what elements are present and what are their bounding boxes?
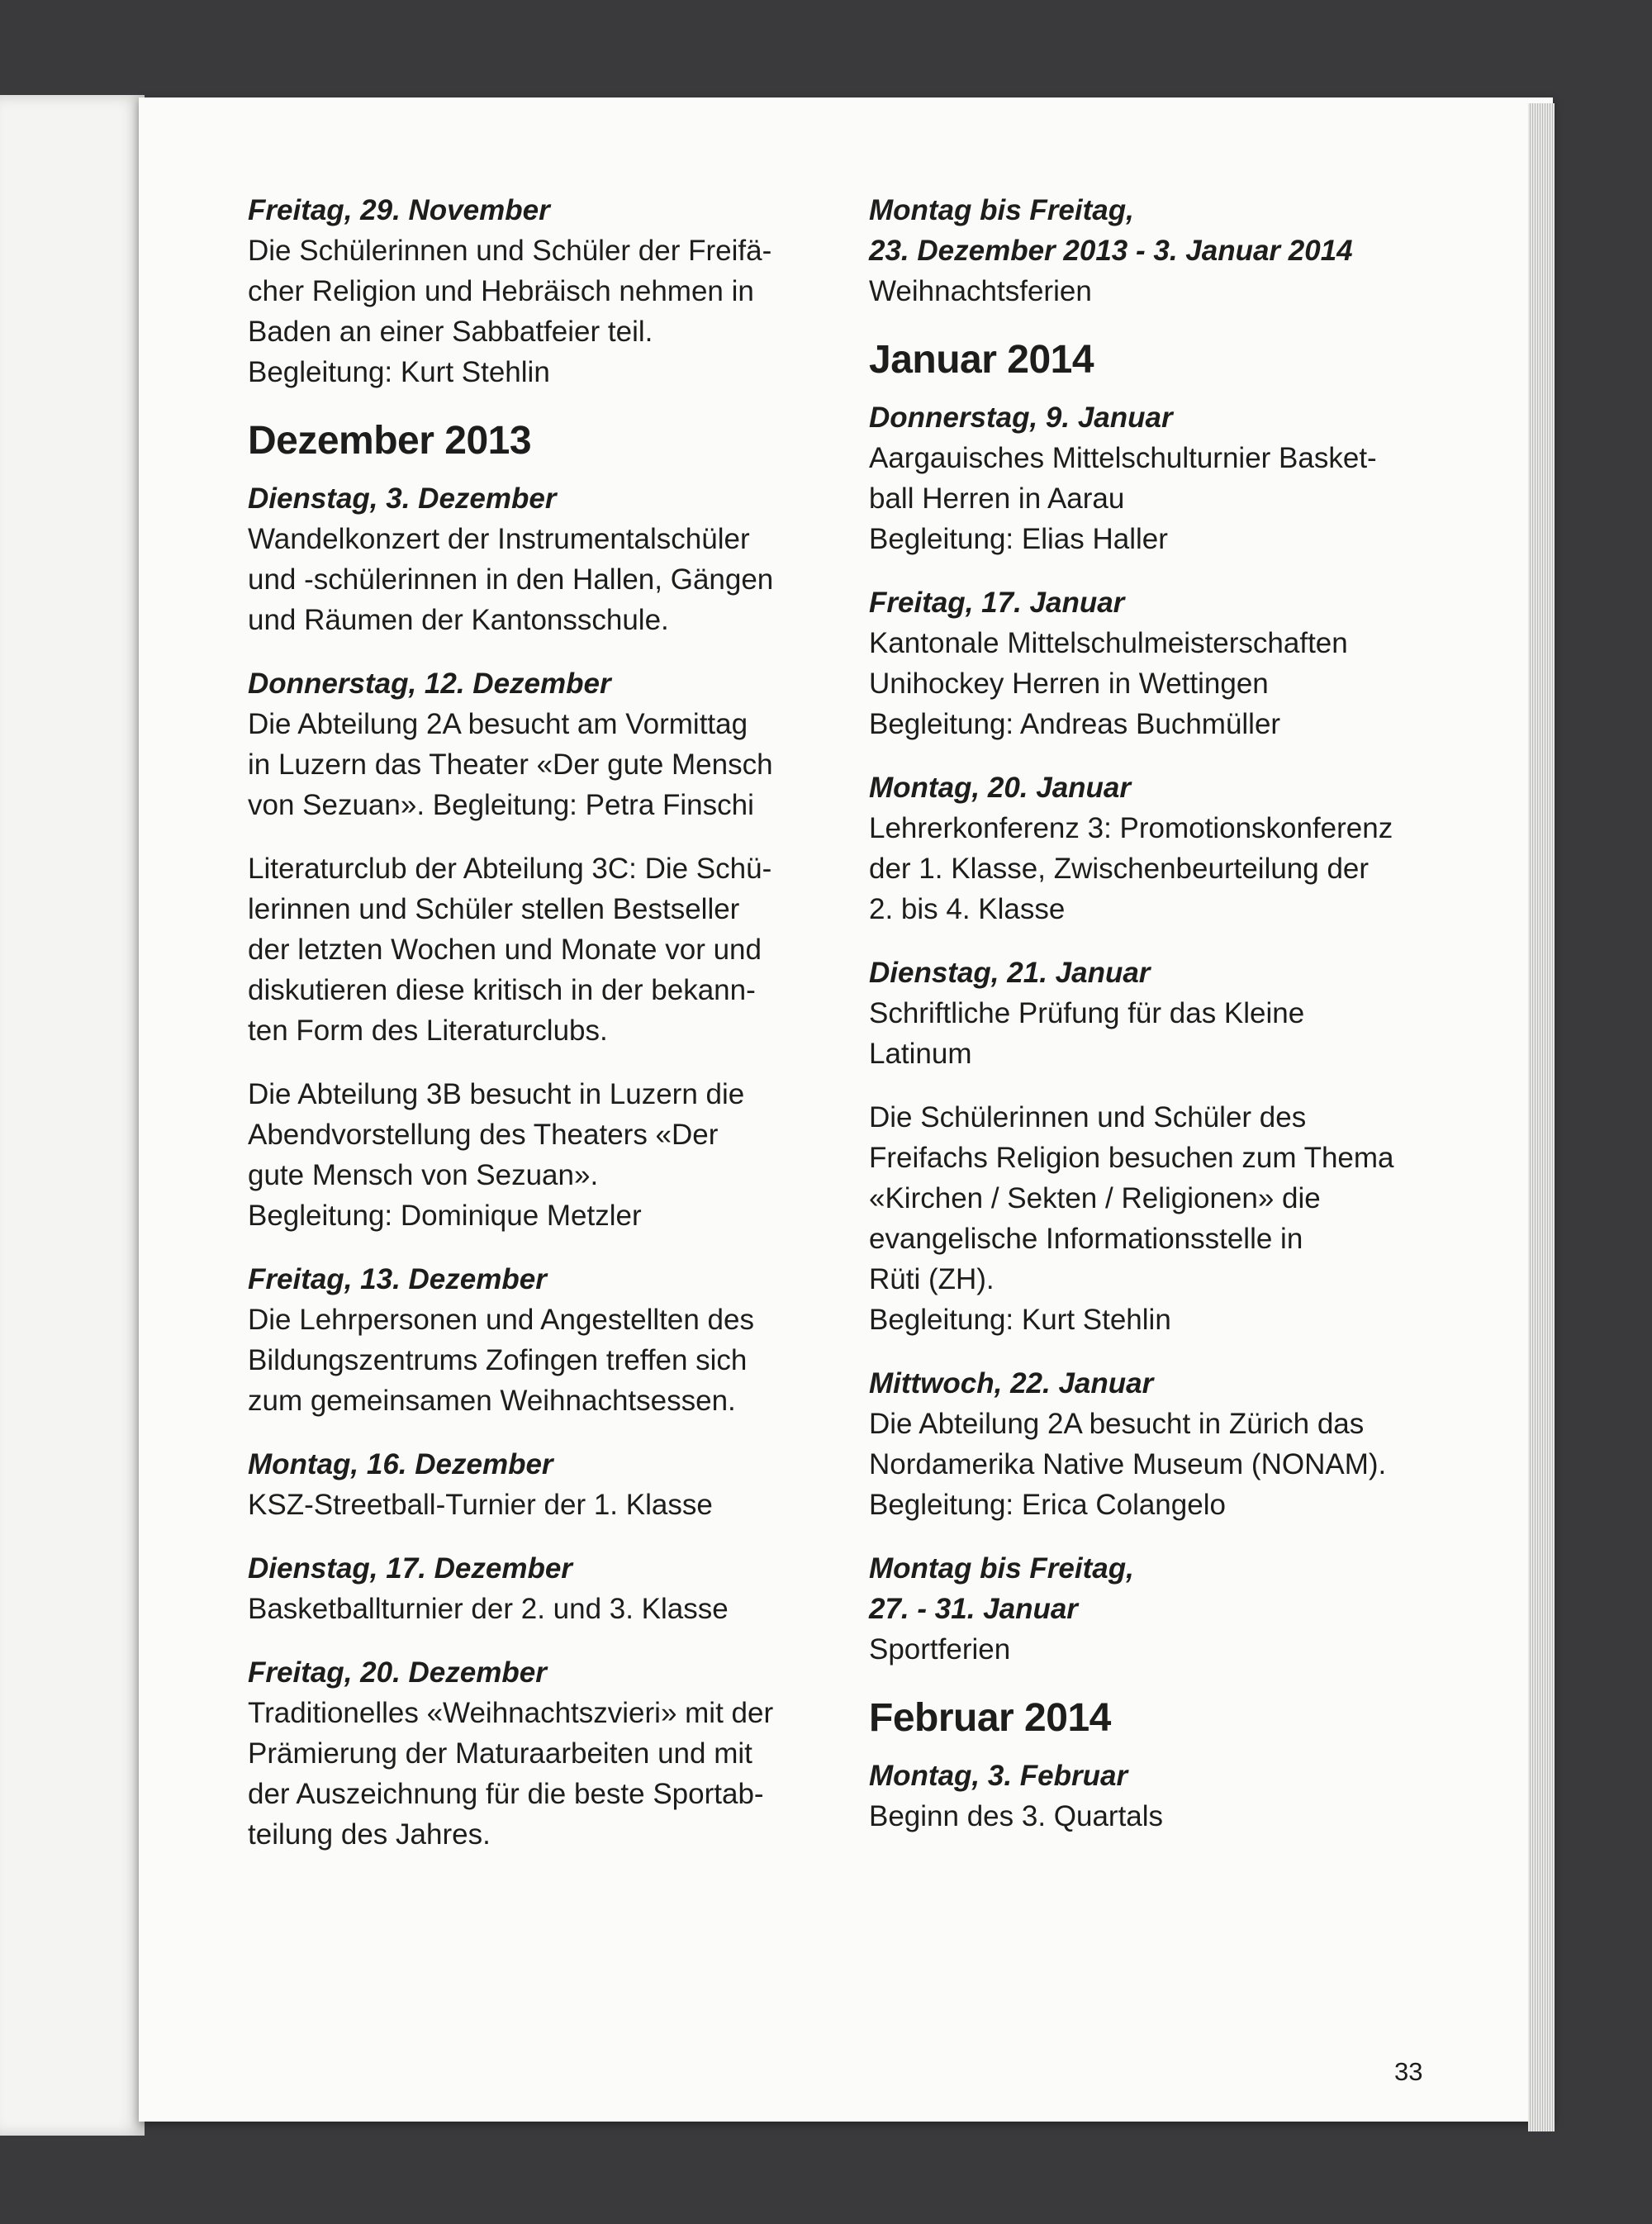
entry-text-line: Aargauisches Mittelschulturnier Basket- [869,442,1377,474]
entry-text-line: der Auszeichnung für die beste Sportab- [248,1778,764,1810]
calendar-entry [869,767,1447,929]
entry-text-line: Wandelkonzert der Instrumentalschüler [248,523,750,555]
entry-text-line: Kantonale Mittelschulmeisterschaften [869,627,1348,659]
calendar-entry [248,1652,838,1855]
entry-text-line: Die Schülerinnen und Schüler des [869,1101,1307,1133]
calendar-entry [869,1363,1447,1525]
entry-text-line: cher Religion und Hebräisch nehmen in [248,275,754,307]
entry-text-line: Baden an einer Sabbatfeier teil. [248,316,653,348]
entry-text-line: Sportferien [869,1633,1011,1666]
right-column [869,190,1447,1860]
entry-text-line: und Räumen der Kantonsschule. [248,604,669,636]
entry-text-line: Traditionelles «Weihnachtszvieri» mit der [248,1697,774,1729]
entry-text-line: Die Abteilung 2A besucht in Zürich das [869,1408,1365,1440]
entry-text-line: teilung des Jahres. [248,1818,491,1851]
facing-page-edge [0,95,145,2136]
entry-text-line: Die Abteilung 3B besucht in Luzern die [248,1078,745,1110]
entry-date: Dienstag, 21. Januar [869,957,1151,989]
calendar-entry [869,953,1447,1074]
entry-text-line: Begleitung: Elias Haller [869,523,1168,555]
entry-text-line: Prämierung der Maturaarbeiten und mit [248,1737,752,1770]
entry-text-line: KSZ-Streetball-Turnier der 1. Klasse [248,1489,713,1521]
entry-text-line: Begleitung: Dominique Metzler [248,1200,642,1232]
calendar-entry [869,1548,1447,1670]
page-number: 33 [1394,2057,1423,2086]
entry-text-line: von Sezuan». Begleitung: Petra Finschi [248,789,754,821]
left-column [248,190,838,1878]
entry-date: Dienstag, 3. Dezember [248,482,557,515]
entry-text-line: Latinum [869,1038,972,1070]
month-heading: Januar 2014 [869,338,1094,382]
entry-text-line: Bildungszentrums Zofingen treffen sich [248,1344,748,1376]
calendar-entry [248,190,838,392]
entry-text-line: Begleitung: Kurt Stehlin [869,1304,1171,1336]
page-stack-edge [1528,103,1555,2131]
entry-date: Montag, 20. Januar [869,772,1132,804]
entry-text-line: Unihockey Herren in Wettingen [869,668,1269,700]
entry-text-line: ball Herren in Aarau [869,482,1125,515]
entry-text-line: Die Schülerinnen und Schüler der Freifä- [248,235,772,267]
calendar-entry [869,190,1447,311]
entry-text-line: Begleitung: Andreas Buchmüller [869,708,1281,740]
calendar-entry [248,848,838,1051]
entry-text-line: Die Abteilung 2A besucht am Vormittag [248,708,748,740]
calendar-entry [248,1074,838,1236]
entry-text-line: der 1. Klasse, Zwischenbeurteilung der [869,853,1370,885]
entry-date-range: 23. Dezember 2013 - 3. Januar 2014 [869,235,1353,267]
entry-text-line: Rüti (ZH). [869,1263,995,1295]
entry-text-line: der letzten Wochen und Monate vor und [248,934,762,966]
calendar-entry [869,582,1447,744]
calendar-entry [248,1259,838,1421]
entry-date: Montag, 3. Februar [869,1760,1128,1792]
entry-text-line: Begleitung: Erica Colangelo [869,1489,1226,1521]
entry-text-line: Die Lehrpersonen und Angestellten des [248,1304,754,1336]
entry-text-line: diskutieren diese kritisch in der bekann- [248,974,756,1006]
entry-text-line: Weihnachtsferien [869,275,1092,307]
entry-text-line: 2. bis 4. Klasse [869,893,1066,925]
entry-date-range: 27. - 31. Januar [869,1593,1078,1625]
month-heading: Februar 2014 [869,1696,1111,1740]
entry-text-line: Schriftliche Prüfung für das Kleine [869,997,1305,1029]
entry-date: Donnerstag, 9. Januar [869,402,1173,434]
entry-text-line: Abendvorstellung des Theaters «Der [248,1119,719,1151]
entry-text-line: «Kirchen / Sekten / Religionen» die [869,1182,1321,1214]
entry-text-line: evangelische Informationsstelle in [869,1223,1303,1255]
entry-text-line: Literaturclub der Abteilung 3C: Die Schü- [248,853,772,885]
entry-text-line: Nordamerika Native Museum (NONAM). [869,1448,1387,1480]
entry-date: Freitag, 17. Januar [869,587,1125,619]
calendar-entry [869,397,1447,559]
calendar-entry [248,663,838,825]
entry-text-line: Freifachs Religion besuchen zum Thema [869,1142,1394,1174]
entry-date: Freitag, 29. November [248,194,550,226]
calendar-entry [869,1097,1447,1340]
month-heading: Dezember 2013 [248,419,532,463]
calendar-entry [248,478,838,640]
entry-text-line: in Luzern das Theater «Der gute Mensch [248,748,773,781]
entry-text-line: Begleitung: Kurt Stehlin [248,356,550,388]
calendar-entry [248,1444,838,1525]
calendar-entry [248,1548,838,1629]
entry-text-line: Lehrerkonferenz 3: Promotionskonferenz [869,812,1393,844]
entry-date: Mittwoch, 22. Januar [869,1367,1154,1400]
entry-date: Montag, 16. Dezember [248,1448,553,1480]
calendar-entry [869,1756,1447,1837]
entry-date: Montag bis Freitag, [869,1552,1134,1585]
entry-text-line: gute Mensch von Sezuan». [248,1159,599,1191]
entry-date: Freitag, 20. Dezember [248,1656,547,1689]
entry-text-line: Basketballturnier der 2. und 3. Klasse [248,1593,729,1625]
entry-text-line: und -schülerinnen in den Hallen, Gängen [248,563,774,596]
entry-date: Montag bis Freitag, [869,194,1134,226]
entry-date: Donnerstag, 12. Dezember [248,668,611,700]
entry-text-line: zum gemeinsamen Weihnachtsessen. [248,1385,736,1417]
entry-text-line: lerinnen und Schüler stellen Bestseller [248,893,740,925]
entry-text-line: Beginn des 3. Quartals [869,1800,1164,1832]
entry-date: Dienstag, 17. Dezember [248,1552,572,1585]
entry-date: Freitag, 13. Dezember [248,1263,547,1295]
entry-text-line: ten Form des Literaturclubs. [248,1015,608,1047]
